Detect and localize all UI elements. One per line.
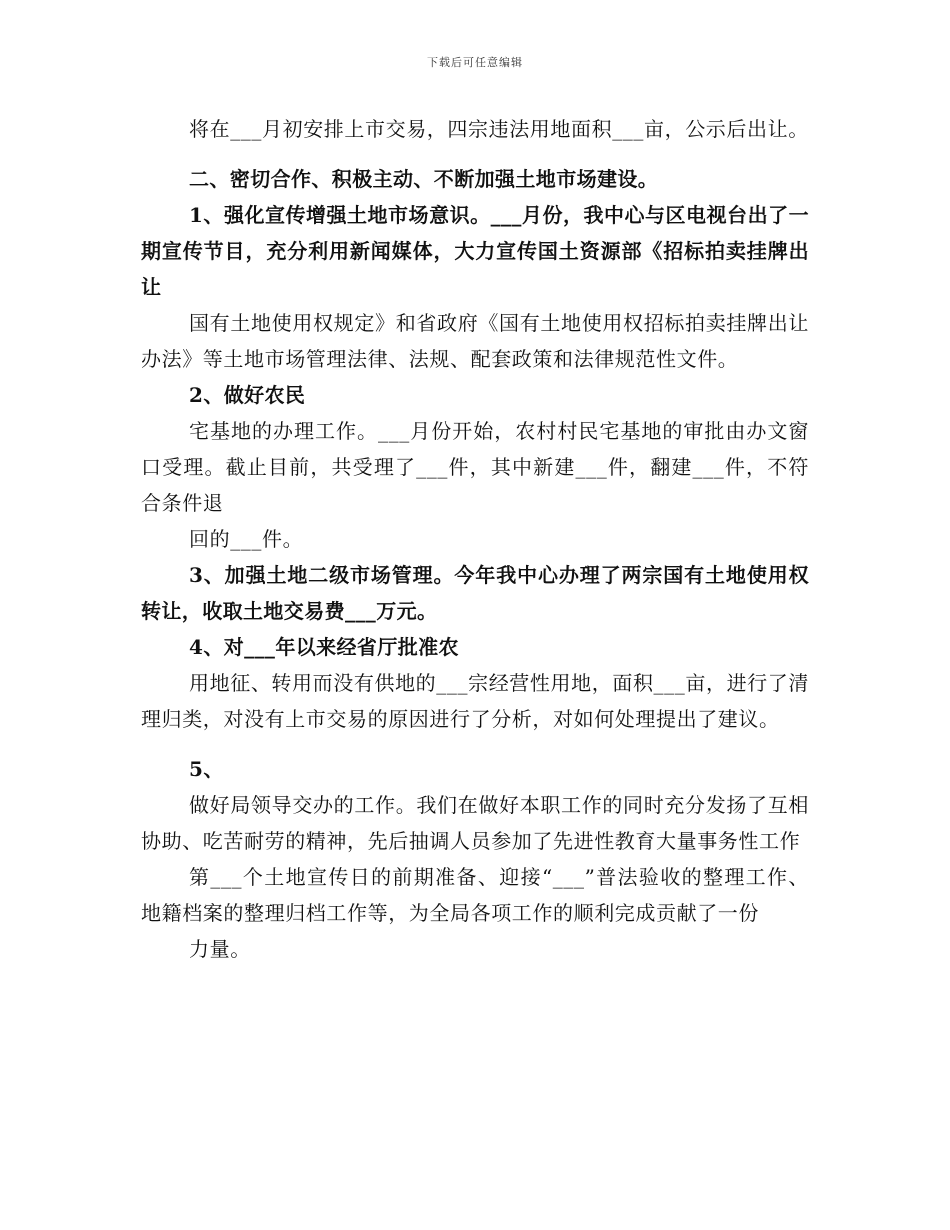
item-heading: 2、做好农民 [189, 383, 306, 407]
page-header: 下载后可任意编辑 [427, 56, 523, 69]
paragraph: 国有土地使用权规定》和省政府《国有土地使用权招标拍卖挂牌出让办法》等土地市场管理法律、法规、配套政策和法律规范性文件。 [141, 311, 809, 371]
document-body [141, 111, 809, 967]
spacer [141, 737, 809, 751]
item-heading: 5、 [189, 757, 224, 781]
item-heading: 4、对___年以来经省厅批准农 [189, 635, 459, 659]
paragraph: 做好局领导交办的工作。我们在做好本职工作的同时充分发扬了互相协助、吃苦耐劳的精神，先后抽调人员参加了先进性教育大量事务性工作 [141, 793, 809, 853]
paragraph: 宅基地的办理工作。___月份开始，农村村民宅基地的审批由办文窗口受理。截止目前，共受理了___件，其中新建___件，翻建___件，不符合条件退 [141, 419, 809, 515]
item-heading: 3、加强土地二级市场管理。今年我中心办理了两宗国有土地使用权转让，收取土地交易费___万元。 [141, 563, 809, 623]
item-heading: 1、强化宣传增强土地市场意识。___月份，我中心与区电视台出了一期宣传节目，充分利用新闻媒体，大力宣传国土资源部《招标拍卖挂牌出让 [141, 203, 809, 299]
spacer [141, 147, 809, 161]
paragraph: 用地征、转用而没有供地的___宗经营性用地，面积___亩，进行了清理归类，对没有上市交易的原因进行了分析，对如何处理提出了建议。 [141, 671, 809, 731]
paragraph: 力量。 [189, 937, 251, 961]
paragraph: 回的___件。 [189, 527, 304, 551]
paragraph: 第___个土地宣传日的前期准备、迎接“___”普法验收的整理工作、地籍档案的整理归档工作等，为全局各项工作的顺利完成贡献了一份 [141, 865, 809, 925]
section-heading: 二、密切合作、积极主动、不断加强土地市场建设。 [189, 167, 659, 191]
paragraph: 将在___月初安排上市交易，四宗违法用地面积___亩，公示后出让。 [189, 117, 809, 141]
